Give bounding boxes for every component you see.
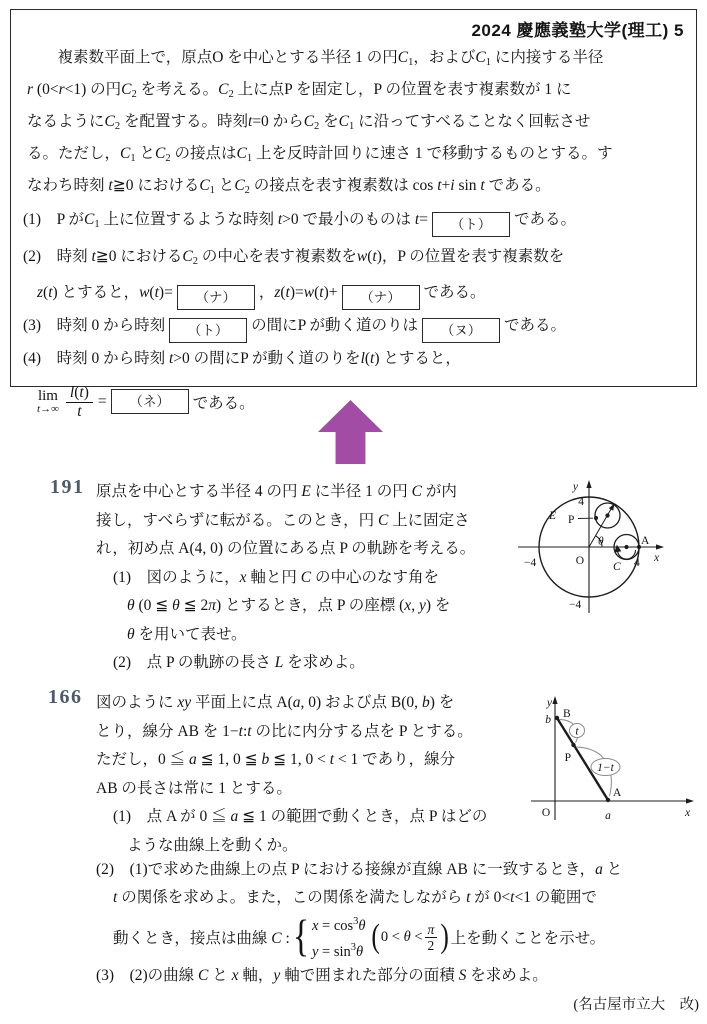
curve-suffix: 上を動くことを示せ。 xyxy=(450,930,606,947)
label-P: P xyxy=(568,514,575,526)
p166-line-2: とり，線分 AB を 1−t:t の比に内分する点を P とする。 xyxy=(96,722,473,740)
label-P: P xyxy=(564,752,571,764)
p166-line-3: ただし，0 ≦ a ≦ 1, 0 ≦ b ≦ 1, 0 < t < 1 であり，線分 xyxy=(96,751,456,768)
y-tick-4: 4 xyxy=(578,496,584,508)
y-axis-arrow-icon xyxy=(586,480,591,488)
source-credit: (名古屋市立大 改) xyxy=(573,997,699,1013)
a-tick-label: a xyxy=(605,810,611,822)
parametric-equations xyxy=(312,911,366,963)
point-P-dot xyxy=(594,516,598,520)
label-theta: θ xyxy=(598,535,604,548)
problem-166-text xyxy=(96,689,487,860)
equals-sign: = xyxy=(97,392,107,410)
p166-item-2-line3 xyxy=(113,912,622,962)
answer-box: （ヌ） xyxy=(422,318,500,343)
point-A-dot xyxy=(606,798,610,802)
equation-x: $x = \cos^3\theta$ xyxy=(311,916,366,934)
limit-suffix: である。 xyxy=(192,394,255,412)
theta-condition: 0 < θ < π 2 xyxy=(381,922,439,953)
exam-items xyxy=(19,204,686,375)
answer-box: （ナ） xyxy=(342,285,420,310)
exam-item-2-line1: (2) 時刻 t≧0 におけるC2 の中心を表す複素数をw(t)，P の位置を表す複素数を xyxy=(23,247,565,267)
x-axis-label: x xyxy=(654,552,660,564)
problem-166-wide-text xyxy=(96,856,622,990)
p166-item-1: (1) 点 A が 0 ≦ a ≦ 1 の範囲で動くとき，点 P はどの xyxy=(113,808,488,825)
b-tick-label: b xyxy=(545,714,551,726)
intro-line-3: なるようにC2 を配置する。時刻t=0 からC2 をC1 に沿ってすべることなく回転させ xyxy=(27,113,591,132)
problem-191-number: 191 xyxy=(50,476,85,498)
intro-line-1: 複素数平面上で，原点O を中心とする半径 1 の円C1，およびC1 に内接する半径 xyxy=(42,49,604,68)
exam-intro xyxy=(27,44,686,204)
one-minus-t-ratio-label: 1−t xyxy=(597,762,614,774)
rolling-circle-center-dot xyxy=(605,513,609,517)
limit-fraction: $\frac{l(t)}{t}$ xyxy=(66,384,93,420)
curve-prefix: 動くとき，接点は曲線 C : xyxy=(113,930,290,947)
p191-item-1-line3: θ を用いて表せ。 xyxy=(127,625,247,643)
label-E: E xyxy=(549,510,557,522)
t-ratio-label: t xyxy=(575,725,579,738)
p166-line-1: 図のように xy 平面上に点 A(a, 0) および点 B(0, b) を xyxy=(96,694,455,711)
x-axis-arrow-icon xyxy=(656,544,664,549)
exam-header: 2024 慶應義塾大学(理工) 5 xyxy=(471,21,684,40)
rotation-arrow-icon xyxy=(614,545,621,553)
p191-line-3: れ，初め点 A(4, 0) の位置にある点 P の軌跡を考える。 xyxy=(96,540,476,557)
y-tick-minus4: −4 xyxy=(569,599,582,611)
label-O: O xyxy=(575,555,584,567)
problem-166-number: 166 xyxy=(48,686,83,708)
figure-166-segment xyxy=(525,690,705,825)
right-paren: ) xyxy=(440,918,450,955)
exam-item-2-line2: z(t) とすると，w(t)= （ナ） ，z(t)=w(t)+ （ナ） である。 xyxy=(37,277,686,310)
p191-line-1: 原点を中心とする半径 4 の円 E に半径 1 の円 C が内 xyxy=(96,483,457,500)
answer-box: （ト） xyxy=(432,212,510,237)
point-P-dot xyxy=(571,743,575,747)
left-paren: ( xyxy=(370,918,380,955)
label-A: A xyxy=(641,535,650,547)
figure-191-hypocycloid xyxy=(512,474,705,622)
p166-item-2: (2) (1)で求めた曲線上の点 P における接線が直線 AB に一致するとき，a と xyxy=(96,861,623,878)
intro-line-4: る。ただし，C1 とC2 の接点はC1 上を反時計回りに速さ 1 で移動するものとする。す xyxy=(27,145,613,164)
answer-box: （ネ） xyxy=(111,389,189,414)
exam-item-4: (4) 時刻 0 から時刻 t>0 の間にP が動く道のりをl(t) とすると， xyxy=(23,350,461,367)
exam-item-1: (1) P がC1 上に位置するような時刻 t>0 で最小のものは t= （ト） である。 xyxy=(23,204,686,241)
p191-line-2: 接し，すべらずに転がる。このとき，円 C 上に固定さ xyxy=(96,511,470,529)
pi-over-2-fraction: π 2 xyxy=(425,922,438,953)
y-axis-label: y xyxy=(572,481,578,493)
y-axis-label: y xyxy=(546,697,552,709)
label-C: C xyxy=(613,561,621,573)
p166-item-1-line2: ような曲線上を動くか。 xyxy=(127,836,298,854)
p166-line-4: AB の長さは常に 1 とする。 xyxy=(96,779,292,797)
limit-operator: lim t→∞ xyxy=(37,388,59,415)
label-B: B xyxy=(563,708,571,720)
exam-item-3: (3) 時刻 0 から時刻 （ト） の間にP が動く道のりは （ヌ） である。 xyxy=(23,310,686,343)
radius-arrow-icon xyxy=(609,504,615,511)
equation-y: $y = \sin^3\theta$ xyxy=(311,942,364,960)
x-tick-4: 4 xyxy=(634,557,640,569)
problem-191-text xyxy=(96,478,475,678)
intro-line-5: なわち時刻 t≧0 におけるC1 とC2 の接点を表す複素数は cos t+i sin t である。 xyxy=(27,177,551,196)
x-axis-arrow-icon xyxy=(686,798,694,803)
circle-C-center-dot xyxy=(624,545,628,549)
answer-box: （ト） xyxy=(169,318,247,343)
p191-item-1: (1) 図のように，x 軸と円 C の中心のなす角を xyxy=(113,568,439,586)
x-axis-label: x xyxy=(685,807,691,819)
point-B-dot xyxy=(555,716,559,720)
p166-item-3: (3) (2)の曲線 C と x 軸，y 軸で囲まれた部分の面積 S を求めよ。 xyxy=(96,967,548,984)
p166-item-2-line2: t の関係を求めよ。また，この関係を満たしながら t が 0<t<1 の範囲で xyxy=(113,889,597,906)
curly-brace: { xyxy=(292,912,309,962)
intro-line-2: r (0<r<1) の円C2 を考える。C2 上に点P を固定し，P の位置を表す複素数が 1 に xyxy=(27,81,572,100)
p191-item-1-line2: θ (0 ≦ θ ≦ 2π) とするとき，点 P の座標 (x, y) を xyxy=(127,597,451,614)
label-A: A xyxy=(613,787,622,799)
x-tick-minus4: −4 xyxy=(524,557,537,569)
p191-item-2: (2) 点 P の軌跡の長さ L を求めよ。 xyxy=(113,654,365,671)
label-O: O xyxy=(541,807,551,819)
answer-box: （ナ） xyxy=(177,285,255,310)
exam-problem-box xyxy=(10,9,697,420)
y-axis-arrow-icon xyxy=(552,696,557,704)
